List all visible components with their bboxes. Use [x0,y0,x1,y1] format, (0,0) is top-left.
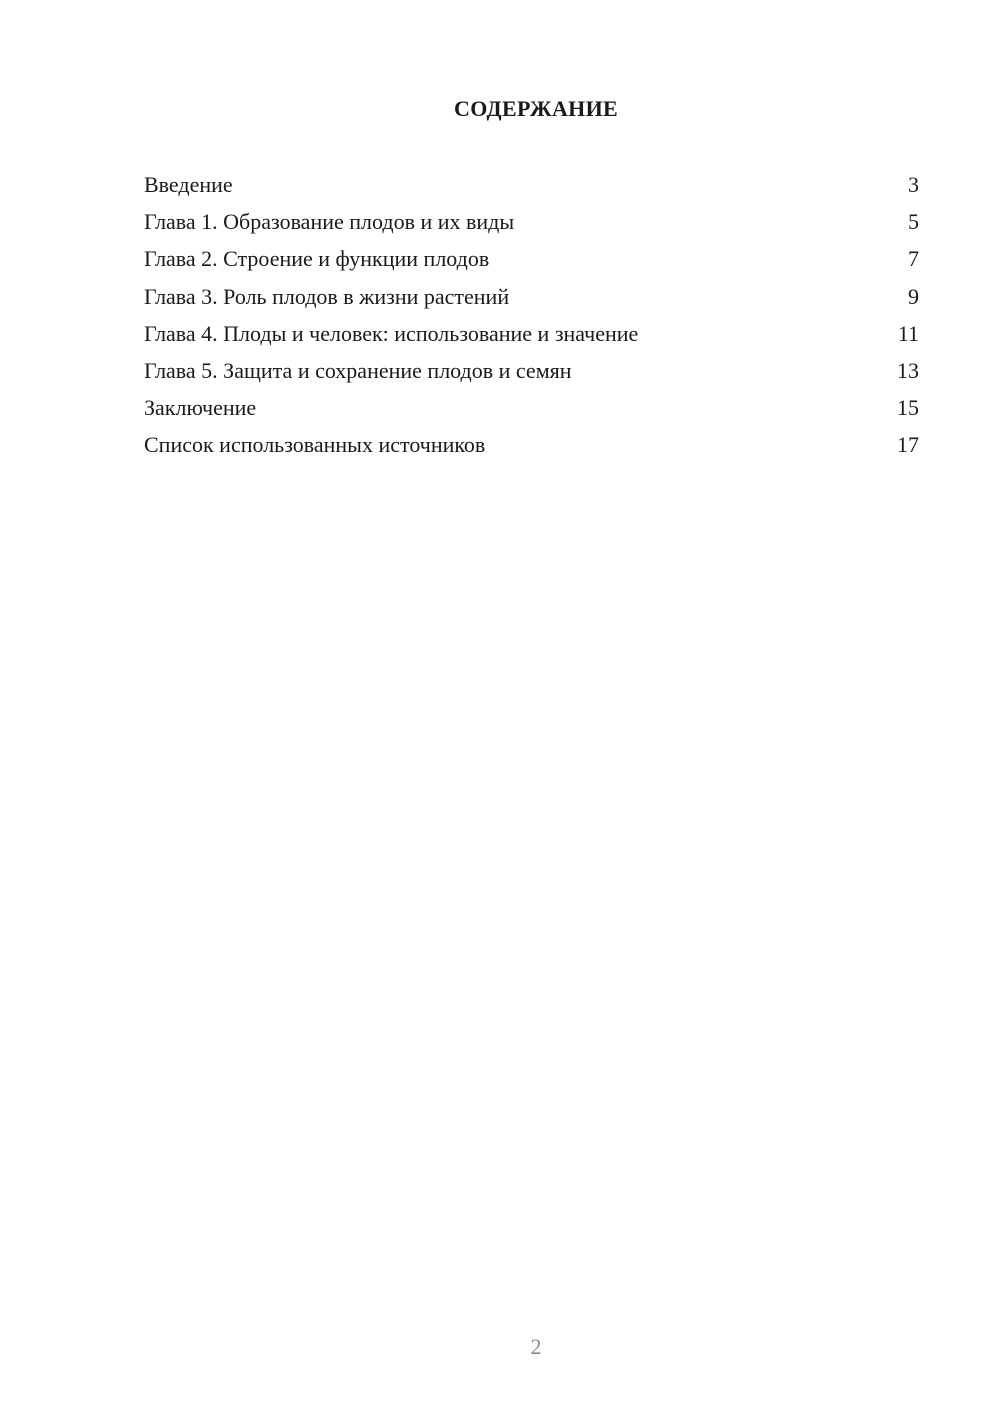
toc-entry-label: Глава 4. Плоды и человек: использование и значение [144,320,639,346]
toc-entry-page: 7 [908,246,919,272]
toc-entry-chapter-4 [144,319,919,356]
toc-entry-label: Глава 2. Строение и функции плодов [144,246,490,272]
toc-entry-introduction [144,170,919,207]
toc-entry-label: Введение [144,172,233,197]
toc-entry-conclusion [144,393,919,430]
toc-entry-page: 13 [897,357,919,383]
toc-entry-chapter-2 [144,244,919,281]
toc-entry-label: Заключение [144,395,257,421]
toc-entry-page: 5 [908,209,919,235]
toc-entry-label: Глава 5. Защита и сохранение плодов и семян [144,357,572,383]
page-number: 2 [530,1334,542,1359]
toc-entry-page: 17 [897,432,919,458]
toc-entry-references [144,430,919,467]
toc-entry-label: Список использованных источников [144,432,486,458]
toc-entry-chapter-3 [144,282,919,319]
toc-entry-label: Глава 1. Образование плодов и их виды [144,209,515,235]
toc-entry-page: 9 [908,283,919,309]
toc-entry-page: 3 [908,172,919,197]
table-of-contents [144,170,919,468]
page-title: СОДЕРЖАНИЕ [454,96,618,121]
toc-entry-page: 15 [897,395,919,421]
toc-entry-chapter-5 [144,356,919,393]
toc-entry-page: 11 [897,320,919,346]
toc-entry-label: Глава 3. Роль плодов в жизни растений [144,283,510,309]
toc-entry-chapter-1 [144,207,919,244]
